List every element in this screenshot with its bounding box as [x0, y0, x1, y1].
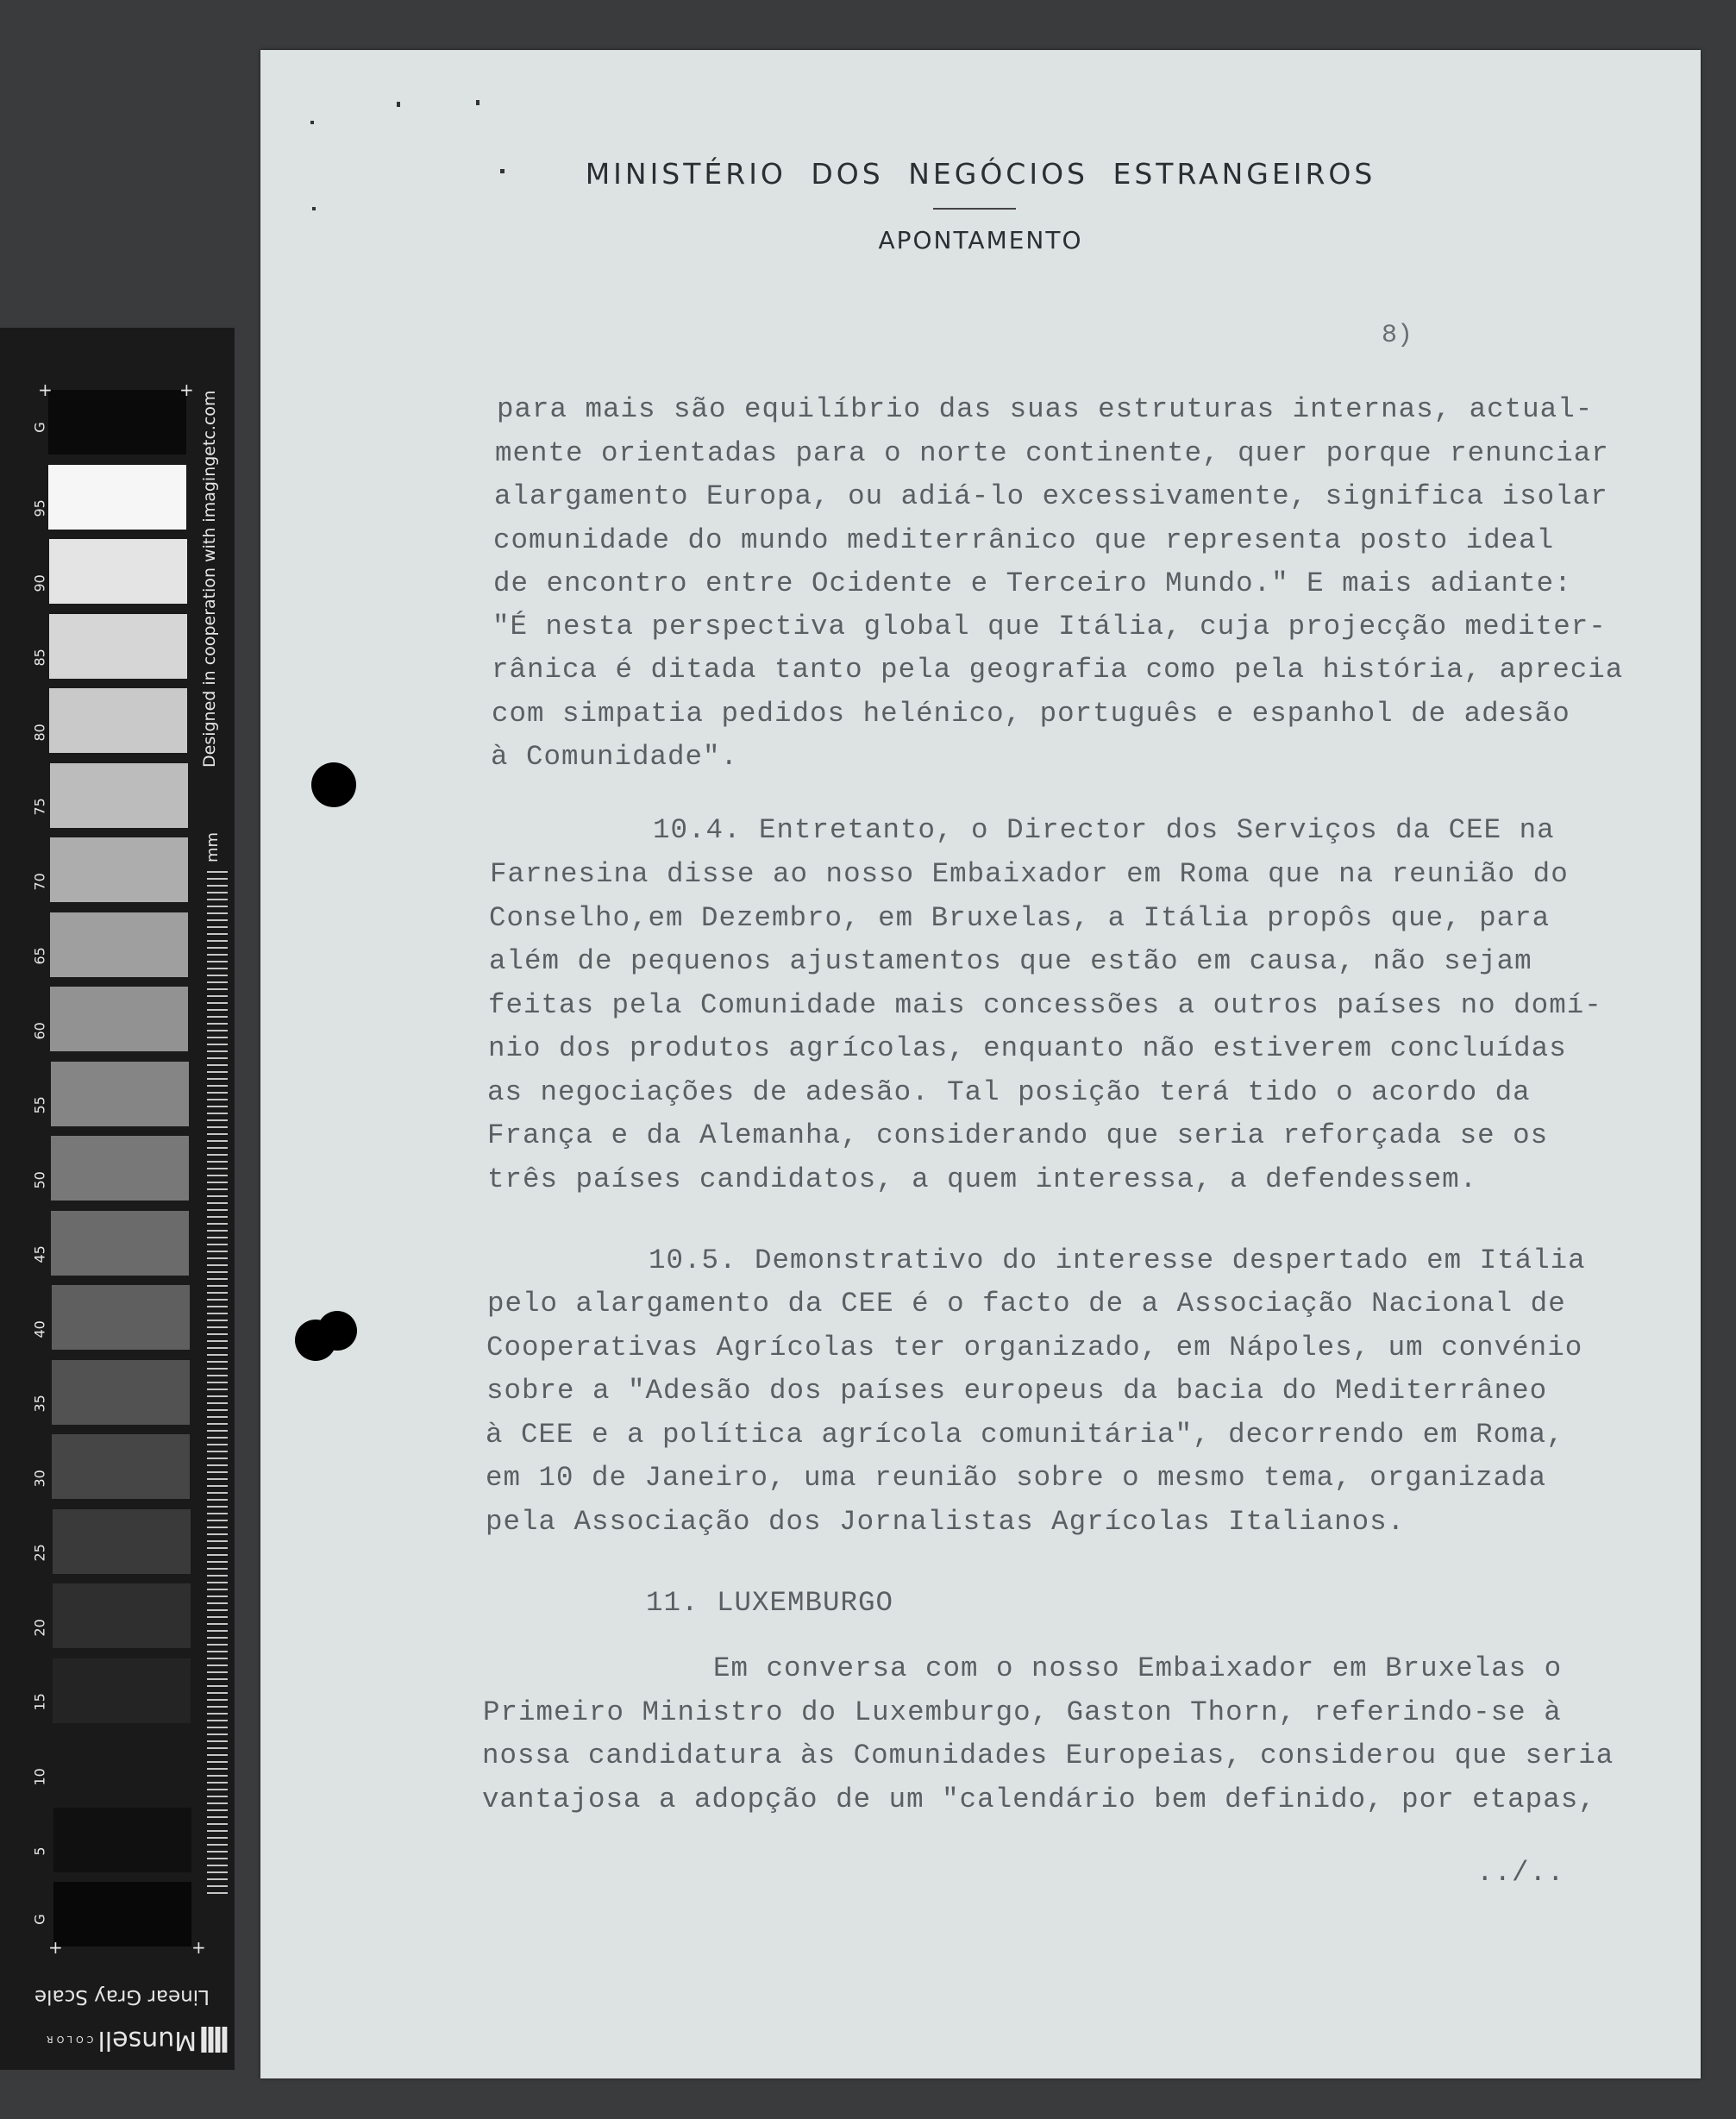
punch-hole [311, 762, 356, 807]
text-line: vantajosa a adopção de um "calendário bem definido, por etapas, [482, 1784, 1596, 1815]
text-line: "É nesta perspectiva global que Itália, cuja projecção mediter- [492, 611, 1607, 643]
munsell-sub: COLOR [43, 2034, 94, 2045]
gray-step-number: 20 [31, 1618, 48, 1636]
ministry-heading: MINISTÉRIO DOS NEGÓCIOS ESTRANGEIROS [585, 157, 1376, 191]
text-line: nossa candidatura às Comunidades Europeias, considerou que seria [482, 1740, 1614, 1771]
munsell-logo [43, 2025, 227, 2055]
text-line: em 10 de Janeiro, uma reunião sobre o mesmo tema, organizada [486, 1462, 1547, 1494]
gray-step-number: 30 [31, 1469, 48, 1487]
gray-step-number: 10 [31, 1767, 48, 1785]
text-line: comunidade do mundo mediterrânico que representa posto ideal [493, 524, 1555, 556]
text-line: Farnesina disse ao nosso Embaixador em Roma que na reunião do [490, 858, 1569, 890]
gray-patch [51, 1211, 189, 1276]
continuation-mark: ../.. [1476, 1857, 1565, 1889]
scale-label: Linear Gray Scale [34, 1985, 210, 2008]
gray-patch [51, 1062, 189, 1126]
gray-patch [50, 763, 188, 828]
text-line: pelo alargamento da CEE é o facto de a Associação Nacional de [487, 1288, 1566, 1320]
gray-patch [53, 1583, 191, 1648]
text-line: à CEE e a política agrícola comunitária", decorrendo em Roma, [486, 1419, 1564, 1451]
gray-step-number: 40 [31, 1320, 48, 1338]
plus-mark-top-left: + [38, 379, 53, 400]
text-line: rânica é ditada tanto pela geografia como pela história, aprecia [492, 654, 1624, 686]
gray-step-number: 35 [31, 1395, 48, 1413]
gray-patch [50, 837, 188, 902]
section-11-start: Em conversa com o nosso Embaixador em Bruxelas o [713, 1652, 1563, 1684]
text-line: França e da Alemanha, considerando que seria reforçada se os [487, 1119, 1549, 1151]
speck [397, 102, 400, 107]
text-line: de encontro entre Ocidente e Terceiro Mundo." E mais adiante: [493, 567, 1572, 599]
text-line: à Comunidade". [491, 741, 739, 773]
text-line: com simpatia pedidos helénico, português e espanhol de adesão [492, 698, 1570, 730]
text-line: feitas pela Comunidade mais concessões a outros países no domí- [488, 989, 1602, 1021]
section-11-heading: 11. LUXEMBURGO [646, 1587, 894, 1619]
text-line: mente orientadas para o norte continente, quer porque renunciar [495, 437, 1609, 469]
munsell-grid-icon [201, 2028, 227, 2053]
gray-patch [53, 1658, 191, 1723]
gray-patch [52, 1434, 190, 1499]
end-label-bottom: G [31, 1914, 48, 1925]
speck [500, 169, 505, 173]
gray-patch [50, 912, 188, 977]
gray-step-number: 80 [31, 723, 48, 741]
gray-scale-card [0, 328, 235, 2070]
gray-step-number: 50 [31, 1170, 48, 1188]
gray-step-number: 25 [31, 1544, 48, 1562]
text-line: Cooperativas Agrícolas ter organizado, em Nápoles, um convénio [486, 1332, 1583, 1364]
gray-patch [48, 390, 186, 455]
end-label-top: G [31, 422, 48, 433]
speck [312, 207, 316, 210]
gray-patch [53, 1882, 191, 1947]
section-10-5-start: 10.5. Demonstrativo do interesse despertado em Itália [649, 1244, 1586, 1276]
mm-ruler [207, 871, 228, 1897]
text-line: além de pequenos ajustamentos que estão em causa, não sejam [489, 945, 1532, 977]
gray-patch [51, 1136, 189, 1201]
plus-mark-bottom-right: + [191, 1937, 206, 1958]
gray-step-number: 5 [31, 1846, 48, 1856]
text-line: alargamento Europa, ou adiá-lo excessivamente, significa isolar [494, 480, 1608, 512]
gray-patch [53, 1733, 191, 1797]
speck [310, 121, 314, 124]
gray-step-number: 70 [31, 872, 48, 890]
gray-patch [49, 688, 187, 753]
text-line: sobre a "Adesão dos países europeus da bacia do Mediterrâneo [486, 1375, 1548, 1407]
text-line: as negociações de adesão. Tal posição terá tido o acordo da [487, 1076, 1531, 1108]
plus-mark-bottom-left: + [48, 1937, 63, 1958]
text-line: pela Associação dos Jornalistas Agrícolas Italianos. [486, 1506, 1406, 1538]
unit-label: mm [204, 831, 222, 862]
gray-patch [49, 614, 187, 679]
gray-step-number: 65 [31, 947, 48, 965]
text-line: para mais são equilíbrio das suas estruturas internas, actual- [497, 393, 1594, 425]
gray-step-number: 75 [31, 798, 48, 816]
credit-text: Designed in cooperation with imagingetc.com [200, 390, 219, 768]
text-line: Conselho,em Dezembro, em Bruxelas, a Itália propôs que, para [489, 902, 1551, 934]
gray-step-number: 85 [31, 649, 48, 667]
gray-patch [50, 987, 188, 1051]
page-number: 8) [1382, 321, 1413, 350]
document-page [260, 50, 1701, 2078]
gray-step-number: 45 [31, 1245, 48, 1263]
plus-mark-top-right: + [179, 379, 194, 400]
punch-hole [317, 1311, 357, 1351]
gray-step-number: 95 [31, 499, 48, 517]
speck [476, 100, 479, 105]
gray-patch [48, 465, 186, 530]
gray-patch [52, 1360, 190, 1425]
text-line: Primeiro Ministro do Luxemburgo, Gaston Thorn, referindo-se à [483, 1696, 1562, 1728]
munsell-wordmark: Munsell [97, 2025, 197, 2055]
gray-patch [53, 1509, 191, 1574]
gray-step-number: 60 [31, 1021, 48, 1039]
text-line: nio dos produtos agrícolas, enquanto não estiverem concluídas [488, 1032, 1567, 1064]
gray-step-number: 90 [31, 574, 48, 592]
section-10-4-start: 10.4. Entretanto, o Director dos Serviços da CEE na [653, 814, 1555, 846]
gray-patch [53, 1808, 191, 1872]
document-type: APONTAMENTO [878, 226, 1083, 254]
text-line: três países candidatos, a quem interessa, a defendessem. [487, 1163, 1478, 1195]
gray-patch [49, 539, 187, 604]
gray-step-number: 15 [31, 1693, 48, 1711]
gray-step-number: 55 [31, 1096, 48, 1114]
gray-patch [52, 1285, 190, 1350]
heading-rule [933, 208, 1016, 210]
